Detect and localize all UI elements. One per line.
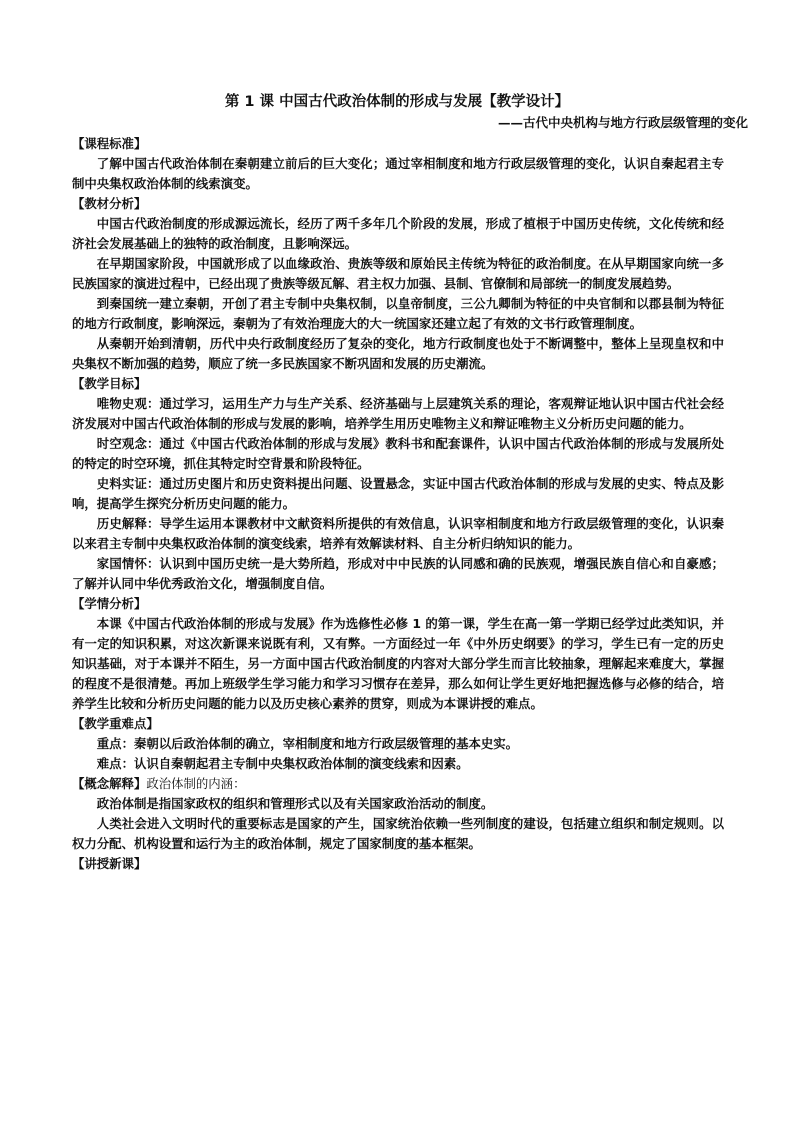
section-heading-textbook: 【教材分析】: [72, 196, 147, 211]
section-heading-goals: 【教学目标】: [72, 376, 147, 391]
concept-paragraph-2: 人类社会进入文明时代的重要标志是国家的产生，国家统治依赖一些列制度的建设，包括建立组织和制定规则。以权力分配、机构设置和运行为主的政治体制，规定了国家制度的基本框架。: [72, 816, 724, 851]
key-point-paragraph: 重点：秦朝以后政治体制的确立，宰相制度和地方行政层级管理的基本史实。: [96, 736, 519, 751]
section-heading-students: 【学情分析】: [72, 596, 147, 611]
goals-paragraph-materialism: 唯物史观：通过学习，运用生产力与生产关系、经济基础与上层建筑关系的理论，客观辩证地认识中国古代社会经济发展对中国古代政治体制的形成与发展的影响，培养学生用历史唯物主义和辩证唯物主义分析历史问题的能力。: [72, 396, 724, 431]
document-subtitle: ——古代中央机构与地方行政层级管理的变化: [497, 115, 748, 130]
goals-paragraph-evidence: 史料实证：通过历史图片和历史资料提出问题、设置悬念，实证中国古代政治体制的形成与发展的史实、特点及影响，提高学生探究分析历史问题的能力。: [72, 476, 724, 511]
curriculum-paragraph: 了解中国古代政治体制在秦朝建立前后的巨大变化；通过宰相制度和地方行政层级管理的变化，认识自秦起君主专制中央集权政治体制的线索演变。: [72, 156, 724, 191]
section-heading-key-points: 【教学重难点】: [72, 716, 159, 731]
textbook-paragraph-1: 中国古代政治制度的形成源远流长，经历了两千多年几个阶段的发展，形成了植根于中国历史传统，文化传统和经济社会发展基础上的独特的政治制度，且影响深远。: [72, 216, 724, 251]
concept-heading-note: 政治体制的内涵：: [146, 776, 246, 791]
document-body: [72, 134, 724, 874]
difficulty-paragraph: 难点：认识自秦朝起君主专制中央集权政治体制的演变线索和因素。: [96, 756, 469, 771]
textbook-paragraph-3: 到秦国统一建立秦朝，开创了君主专制中央集权制，以皇帝制度，三公九卿制为特征的中央官制和以郡县制为特征的地方行政制度，影响深远，秦朝为了有效治理庞大的大一统国家还建立起了有效的文书行政管理制度。: [72, 296, 724, 331]
section-heading-concept: 【概念解释】: [72, 776, 147, 791]
textbook-paragraph-2: 在早期国家阶段，中国就形成了以血缘政治、贵族等级和原始民主传统为特征的政治制度。在从早期国家向统一多民族国家的演进过程中，已经出现了贵族等级瓦解、君主权力加强、县制、官僚制和局部统一的制度发展趋势。: [72, 256, 724, 291]
section-heading-curriculum: 【课程标准】: [72, 136, 147, 151]
document-title: 第 1 课 中国古代政治体制的形成与发展【教学设计】: [224, 94, 570, 110]
concept-paragraph-1: 政治体制是指国家政权的组织和管理形式以及有关国家政治活动的制度。: [96, 796, 494, 811]
goals-paragraph-patriotism: 家国情怀：认识到中国历史统一是大势所趋，形成对中中民族的认同感和确的民族观，增强民族自信心和自豪感；了解并认同中华优秀政治文化，增强制度自信。: [72, 556, 724, 591]
section-heading-new-lesson: 【讲授新课】: [72, 856, 147, 871]
section-heading-concept-line: [72, 774, 724, 794]
students-paragraph: 本课《中国古代政治体制的形成与发展》作为选修性必修 1 的第一课，学生在高一第一学期已经学过此类知识，并有一定的知识积累，对这次新课来说既有利，又有弊。一方面经过一年《中外历史纲要》的学习，学生已有一定的历史知识基础，对于本课并不陌生，另一方面中国古代政治制度的内容对大部分学生而言比较抽象，理解起来难度大，掌握的程度不是很清楚。再加上班级学生学习能力和学习习惯存在差异，那么如何让学生更好地把握选修与必修的结合，培养学生比较和分析历史问题的能力以及历史核心素养的贯穿，则成为本课讲授的难点。: [72, 616, 724, 711]
textbook-paragraph-4: 从秦朝开始到清朝，历代中央行政制度经历了复杂的变化，地方行政制度也处于不断调整中，整体上呈现皇权和中央集权不断加强的趋势，顺应了统一多民族国家不断巩固和发展的历史潮流。: [72, 336, 724, 371]
goals-paragraph-interpretation: 历史解释：导学生运用本课教材中文献资料所提供的有效信息，认识宰相制度和地方行政层级管理的变化，认识秦以来君主专制中央集权政治体制的演变线索，培养有效解读材料、自主分析归纳知识的能力。: [72, 516, 724, 551]
goals-paragraph-space-time: 时空观念：通过《中国古代政治体制的形成与发展》教科书和配套课件，认识中国古代政治体制的形成与发展所处的特定的时空环境，抓住其特定时空背景和阶段特征。: [72, 436, 724, 471]
